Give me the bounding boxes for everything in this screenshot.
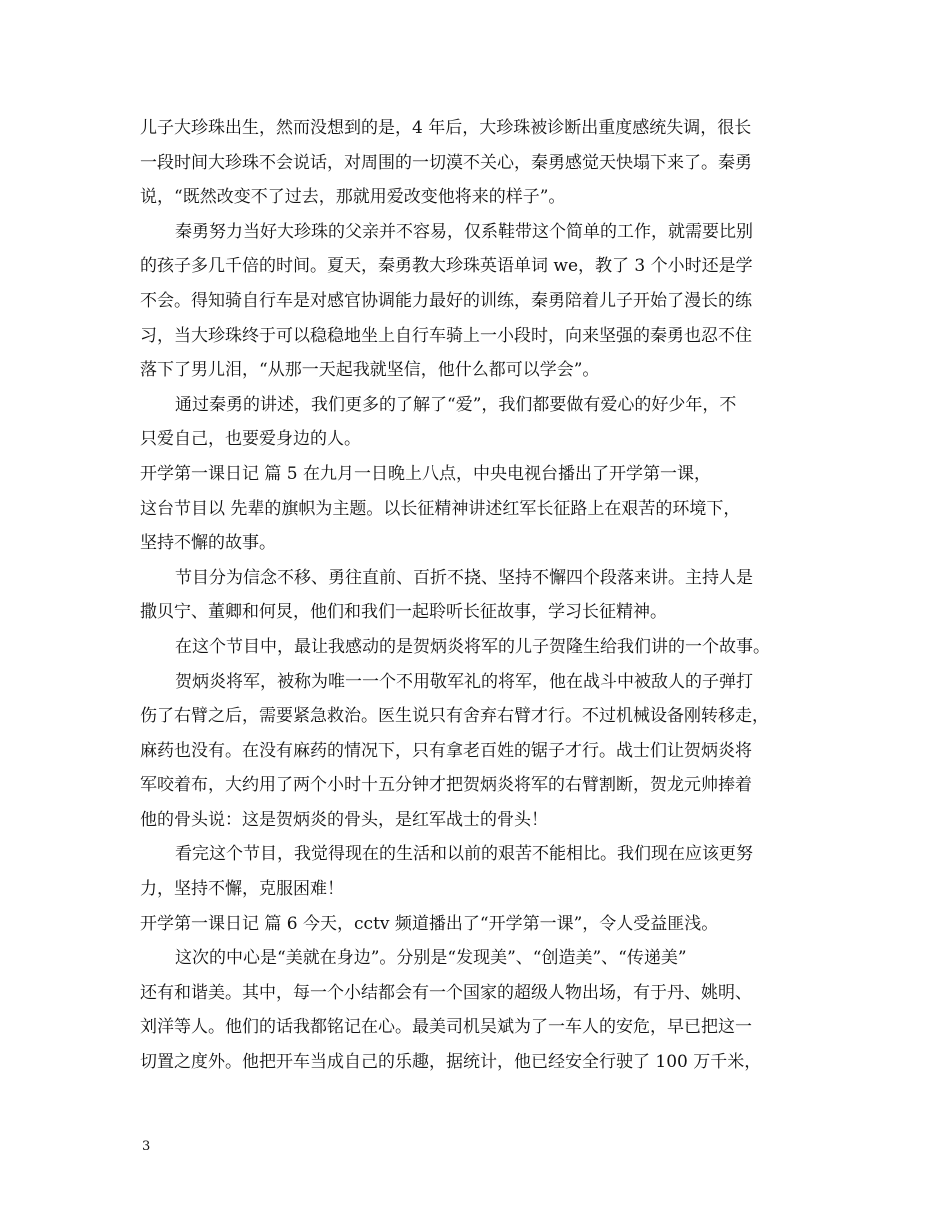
- text-line: 撒贝宁、董卿和何炅，他们和我们一起聆听长征故事，学习长征精神。: [140, 602, 667, 623]
- body-text: [140, 111, 826, 1080]
- paragraph-start-line: 秦勇努力当好大珍珠的父亲并不容易，仅系鞋带这个简单的工作，就需要比别: [175, 221, 753, 242]
- text-line: 儿子大珍珠出生，然而没想到的是，4 年后，大珍珠被诊断出重度感统失调，很长: [140, 118, 752, 138]
- paragraph-start-line: 这次的中心是“美就在身边”。分别是“发现美”、“创造美”、“传递美”: [175, 948, 687, 969]
- text-line: 军咬着布，大约用了两个小时十五分钟才把贺炳炎将军的右臂割断，贺龙元帅捧着: [140, 775, 752, 796]
- text-line: 切置之度外。他把开车当成自己的乐趣，据统计，他已经安全行驶了 100 万千米，: [140, 1052, 762, 1073]
- paragraph-start-line: 在这个节目中，最让我感动的是贺炳炎将军的儿子贺隆生给我们讲的一个故事。: [175, 636, 770, 657]
- text-line: 不会。得知骑自行车是对感官协调能力最好的训练，秦勇陪着儿子开始了漫长的练: [140, 290, 752, 311]
- text-line: 他的骨头说：这是贺炳炎的骨头，是红军战士的骨头！: [140, 809, 548, 830]
- text-line: 说，“既然改变不了过去，那就用爱改变他将来的样子”。: [140, 187, 566, 208]
- text-line: 只爱自己，也要爱身边的人。: [140, 429, 361, 450]
- text-line: 习，当大珍珠终于可以稳稳地坐上自行车骑上一小段时，向来坚强的秦勇也忍不住: [140, 325, 752, 346]
- text-line: 坚持不懈的故事。: [140, 533, 276, 554]
- paragraph-start-line: 贺炳炎将军，被称为唯一一个不用敬军礼的将军，他在战斗中被敌人的子弹打: [175, 671, 753, 692]
- text-line: 伤了右臂之后，需要紧急救治。医生说只有舍弃右臂才行。不过机械设备刚转移走，: [140, 706, 769, 727]
- section-heading-line-5: 开学第一课日记 篇 5 在九月一日晚上八点，中央电视台播出了开学第一课，: [140, 463, 712, 484]
- text-line: 一段时间大珍珠不会说话，对周围的一切漠不关心，秦勇感觉天快塌下来了。秦勇: [140, 152, 752, 173]
- text-line: 麻药也没有。在没有麻药的情况下，只有拿老百姓的锯子才行。战士们让贺炳炎将: [140, 740, 752, 761]
- text-line: 落下了男儿泪，“从那一天起我就坚信，他什么都可以学会”。: [140, 360, 600, 381]
- paragraph-start-line: 通过秦勇的讲述，我们更多的了解了“爱”，我们都要做有爱心的好少年，不: [175, 394, 737, 415]
- text-line: 力，坚持不懈，克服困难！: [140, 879, 344, 900]
- text-line: 这台节目以 先辈的旗帜为主题。以长征精神讲述红军长征路上在艰苦的环境下，: [140, 498, 741, 519]
- paragraph-start-line: 节目分为信念不移、勇往直前、百折不挠、坚持不懈四个段落来讲。主持人是: [175, 567, 753, 588]
- text-line: 还有和谐美。其中，每一个小结都会有一个国家的超级人物出场，有于丹、姚明、: [140, 982, 752, 1003]
- page-number: 3: [142, 1139, 151, 1154]
- text-line: 刘洋等人。他们的话我都铭记在心。最美司机吴斌为了一车人的安危，早已把这一: [140, 1017, 752, 1038]
- section-heading-line-6: 开学第一课日记 篇 6 今天，cctv 频道播出了“开学第一课”，令人受益匪浅。: [140, 913, 719, 934]
- paragraph-start-line: 看完这个节目，我觉得现在的生活和以前的艰苦不能相比。我们现在应该更努: [175, 844, 753, 865]
- text-line: 的孩子多几千倍的时间。夏天，秦勇教大珍珠英语单词 we，教了 3 个小时还是学: [140, 256, 753, 277]
